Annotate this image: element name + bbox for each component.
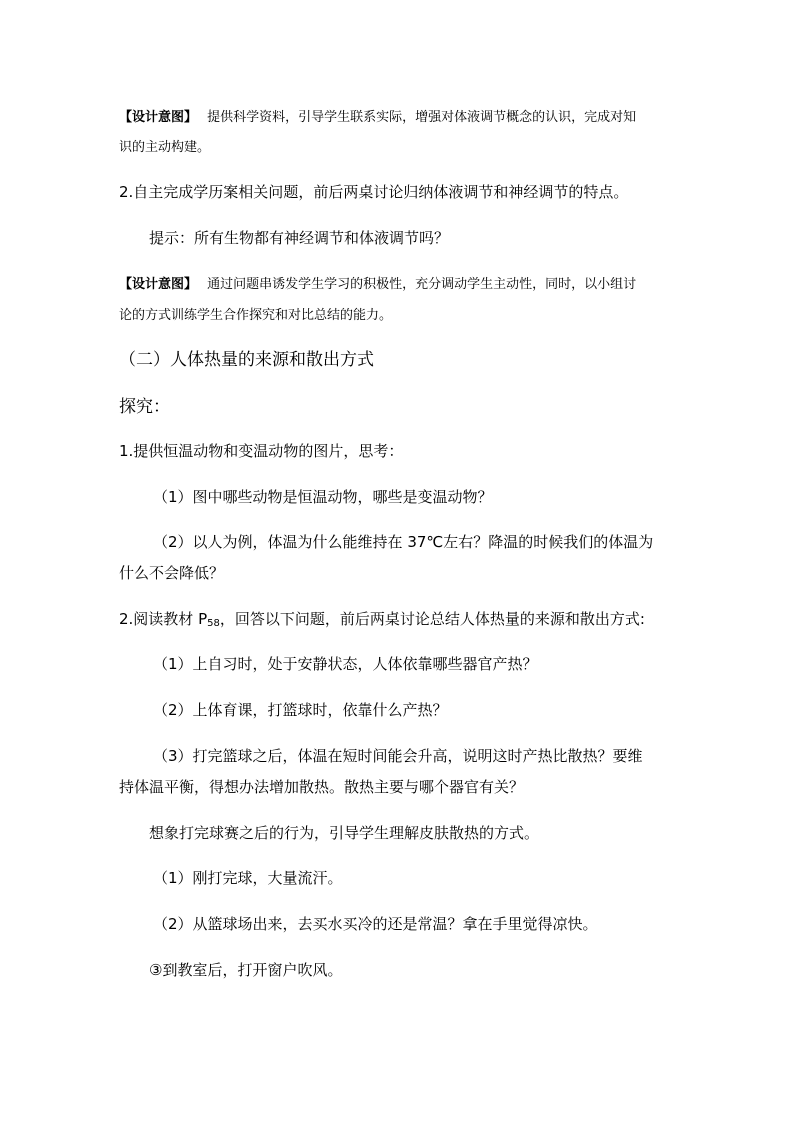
design-intent-text: 通过问题串诱发学生学习的积极性，充分调动学生主动性，同时，以小组讨 — [207, 277, 637, 292]
hint-paragraph: 提示：所有生物都有神经调节和体液调节吗？ — [149, 229, 450, 247]
design-intent-tag: 【设计意图】 — [119, 277, 198, 292]
design-intent-tag: 【设计意图】 — [119, 110, 198, 125]
explore-item-2-question-2: （2）上体育课，打篮球时，依靠什么产热？ — [153, 701, 448, 719]
imagine-question-1: （1）刚打完球，大量流汗。 — [153, 869, 343, 887]
explore-item-1-question-2-line2: 什么不会降低？ — [119, 564, 225, 582]
explore-item-2-question-1: （1）上自习时，处于安静状态，人体依靠哪些器官产热？ — [153, 655, 538, 673]
item-2-paragraph: 2.自主完成学历案相关问题，前后两桌讨论归纳体液调节和神经调节的特点。 — [119, 183, 629, 201]
explore-item-1-question-2-line1: （2）以人为例，体温为什么能维持在 37℃左右？降温的时候我们的体温为 — [153, 533, 654, 551]
design-intent-2-line1 — [119, 278, 636, 291]
explore-label: 探究： — [119, 397, 170, 417]
imagine-question-2: （2）从篮球场出来，去买水买冷的还是常温？拿在手里觉得凉快。 — [153, 915, 598, 933]
explore-item-2-question-3-line2: 持体温平衡，得想办法增加散热。散热主要与哪个器官有关？ — [119, 778, 525, 796]
design-intent-1-line1 — [119, 111, 636, 124]
explore-item-2-suffix: ，回答以下问题，前后两桌讨论总结人体热量的来源和散出方式: — [219, 610, 645, 628]
imagine-question-3: ③到教室后，打开窗户吹风。 — [149, 961, 343, 979]
design-intent-text: 提供科学资料，引导学生联系实际，增强对体液调节概念的认识，完成对知 — [207, 110, 637, 125]
design-intent-2-line2: 论的方式训练学生合作探究和对比总结的能力。 — [119, 308, 393, 323]
explore-item-2 — [119, 612, 645, 629]
page-number-subscript: 58 — [207, 618, 220, 629]
explore-item-2-prefix: 2.阅读教材 P — [119, 610, 208, 628]
explore-item-1-question-1: （1）图中哪些动物是恒温动物，哪些是变温动物？ — [153, 488, 493, 506]
section-heading: （二）人体热量的来源和散出方式 — [119, 350, 374, 370]
imagine-paragraph: 想象打完球赛之后的行为，引导学生理解皮肤散热的方式。 — [149, 824, 540, 842]
explore-item-2-question-3-line1: （3）打完篮球之后，体温在短时间能会升高，说明这时产热比散热？要维 — [153, 747, 643, 765]
explore-item-1: 1.提供恒温动物和变温动物的图片，思考： — [119, 442, 404, 460]
design-intent-1-line2: 识的主动构建。 — [119, 140, 211, 155]
